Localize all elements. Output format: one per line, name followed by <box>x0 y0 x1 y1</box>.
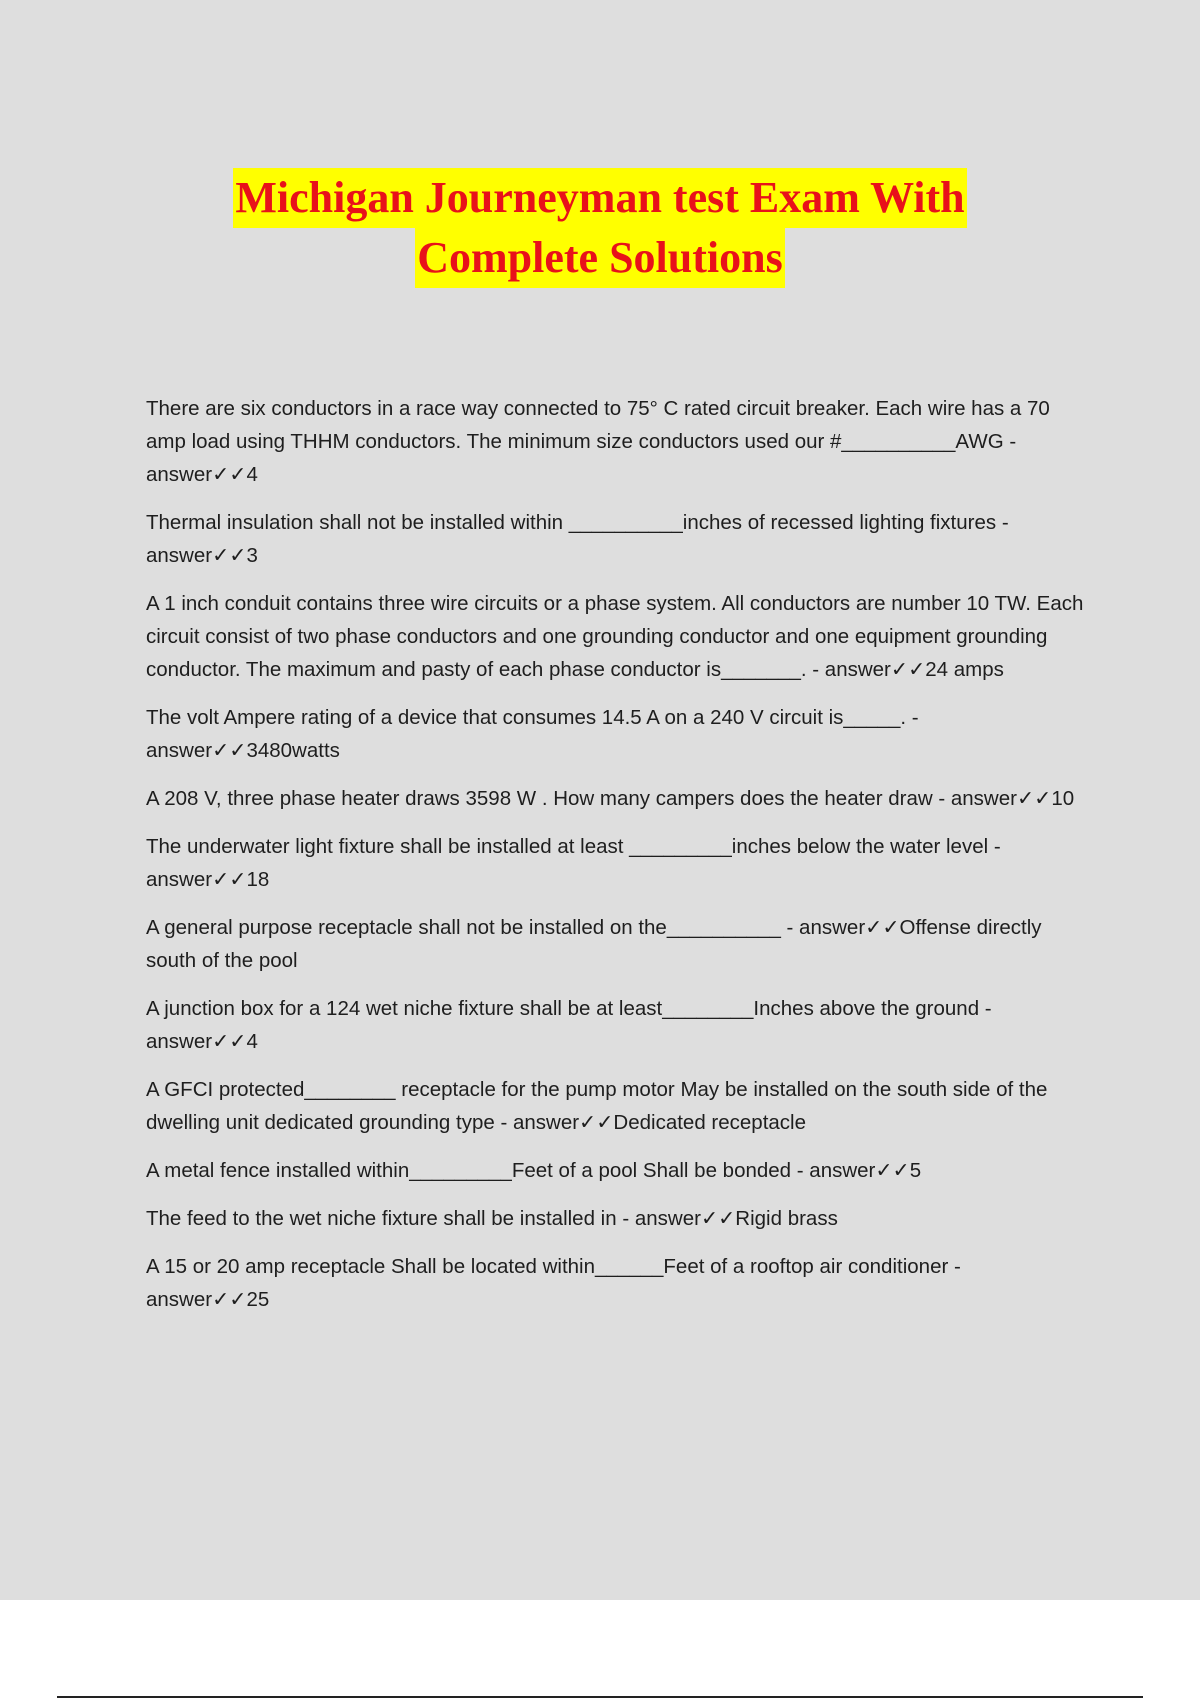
question-item-3: A 1 inch conduit contains three wire circuits or a phase system. All conductors are number 10 TW. Each circuit consist of two phase conductors and one grounding conductor and one equipment grounding conductor. The maximum and pasty of each phase conductor is_______. - answer✓✓24 amps <box>146 592 1084 681</box>
question-item-8: A junction box for a 124 wet niche fixture shall be at least________Inches above the ground - answer✓✓4 <box>146 997 992 1053</box>
question-item-4: The volt Ampere rating of a device that consumes 14.5 A on a 240 V circuit is_____. - answer✓✓3480watts <box>146 706 919 762</box>
question-item-1: There are six conductors in a race way connected to 75° C rated circuit breaker. Each wire has a 70 amp load using THHM conductors. The minimum size conductors used our #__________AWG - answer✓✓4 <box>146 397 1050 486</box>
question-item-7: A general purpose receptacle shall not be installed on the__________ - answer✓✓Offense directly south of the pool <box>146 916 1042 972</box>
question-item-6: The underwater light fixture shall be installed at least _________inches below the water level - answer✓✓18 <box>146 835 1001 891</box>
page-title <box>0 168 1200 288</box>
question-item-12: A 15 or 20 amp receptacle Shall be located within______Feet of a rooftop air conditioner - answer✓✓25 <box>146 1255 961 1311</box>
question-list <box>146 392 1086 1331</box>
question-item-9: A GFCI protected________ receptacle for the pump motor May be installed on the south side of the dwelling unit dedicated grounding type - answer✓✓Dedicated receptacle <box>146 1078 1048 1134</box>
title-line-1: Michigan Journeyman test Exam With <box>233 168 966 228</box>
title-line-2: Complete Solutions <box>415 228 784 288</box>
question-item-5: A 208 V, three phase heater draws 3598 W . How many campers does the heater draw - answer✓✓10 <box>146 787 1075 810</box>
footer-divider <box>57 1696 1143 1698</box>
question-item-2: Thermal insulation shall not be installed within __________inches of recessed lighting fixtures - answer✓✓3 <box>146 511 1009 567</box>
question-item-11: The feed to the wet niche fixture shall be installed in - answer✓✓Rigid brass <box>146 1207 838 1230</box>
question-item-10: A metal fence installed within_________Feet of a pool Shall be bonded - answer✓✓5 <box>146 1159 922 1182</box>
